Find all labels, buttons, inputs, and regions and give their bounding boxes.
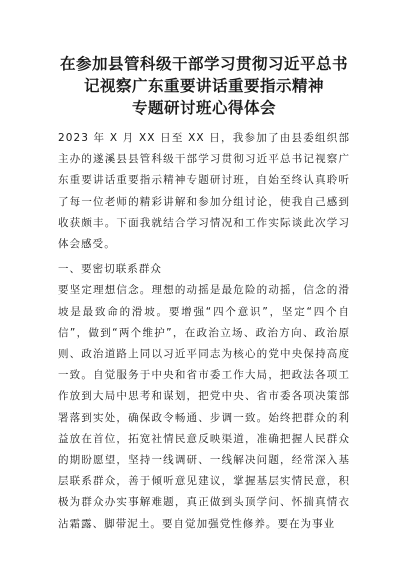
document-title: [50, 53, 358, 119]
title-line-1: 在参加县管科级干部学习贯彻习近平总书: [59, 54, 348, 73]
title-line-3: 专题研讨班心得体会: [131, 98, 276, 117]
body-paragraph: 要坚定理想信念。理想的动摇是最危险的动摇，信念的滑坡是最致命的滑坡。要增强“四个意识”，坚定“四个自信”，做到“两个维护”，在政治立场、政治方向、政治原则、政治道路上同以习近平同志为核心的党中央保持高度一致。自觉服务于中央和省市委工作大局，把政法各项工作放到大局中思考和谋划，把党中央、省市委各项决策部署落到实处，确保政令畅通、步调一致。始终把群众的利益放在首位，拓宽社情民意反映渠道，准确把握人民群众的期盼愿望，坚持一线调研、一线解决问题，经常深入基层联系群众，善于倾听意见建议，掌握基层实情民意，积极为群众办实事解难题，真正做到头顶学问、怀揣真情衣沾霜露、脚带泥土。要自觉加强党性修养。要在为事业: [58, 284, 350, 530]
section-heading: 一、要密切联系群众: [58, 263, 162, 276]
intro-paragraph: 2023 年 X 月 XX 日至 XX 日，我参加了由县委组织部主办的遂溪县县管科级干部学习贯彻习近平总书记视察广东重要讲话重要指示精神专题研讨班，自始至终认真聆听了每一位老师的精彩讲解和参加分组讨论，使我自己感到收获颇丰。下面我就结合学习情况和工作实际谈此次学习体会感受。: [58, 132, 350, 251]
title-line-2: 记视察广东重要讲话重要指示精神: [83, 76, 324, 95]
